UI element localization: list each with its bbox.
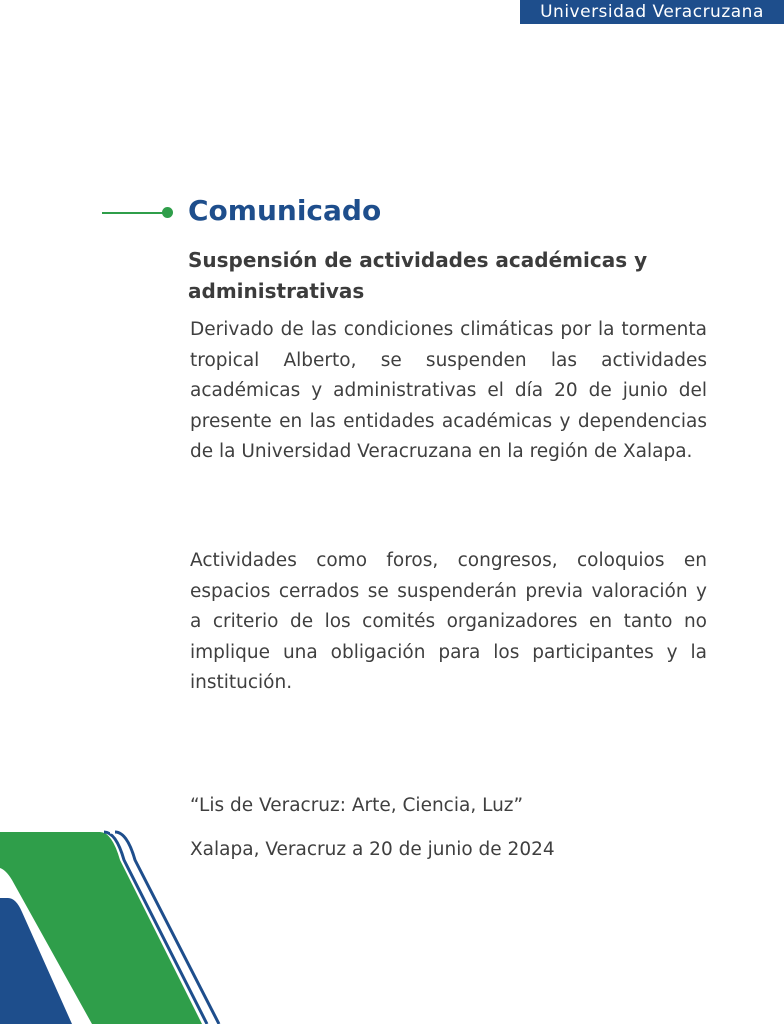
decorative-stripes-graphic [0,820,240,1024]
heading-accent-dot [162,207,173,218]
heading-accent-line [102,212,164,214]
institutional-motto: “Lis de Veracruz: Arte, Ciencia, Luz” [190,795,524,816]
university-brand-bar: Universidad Veracruzana [520,0,784,24]
place-and-date: Xalapa, Veracruz a 20 de junio de 2024 [190,839,555,860]
body-paragraph-2: Actividades como foros, congresos, coloquios en espacios cerrados se suspenderán previa valoración y a criterio de los comités organizadores en tanto no implique una obligación para los participantes y la institución. [190,550,707,694]
page-title: Comunicado [188,194,382,227]
announcement-subtitle: Suspensión de actividades académicas y administrativas [188,248,648,303]
body-paragraph-1: Derivado de las condiciones climáticas por la tormenta tropical Alberto, se suspenden las actividades académicas y administrativas el día 20 de junio del presente en las entidades académicas y dependencias de la Universidad Veracruzana en la región de Xalapa. [190,319,707,463]
